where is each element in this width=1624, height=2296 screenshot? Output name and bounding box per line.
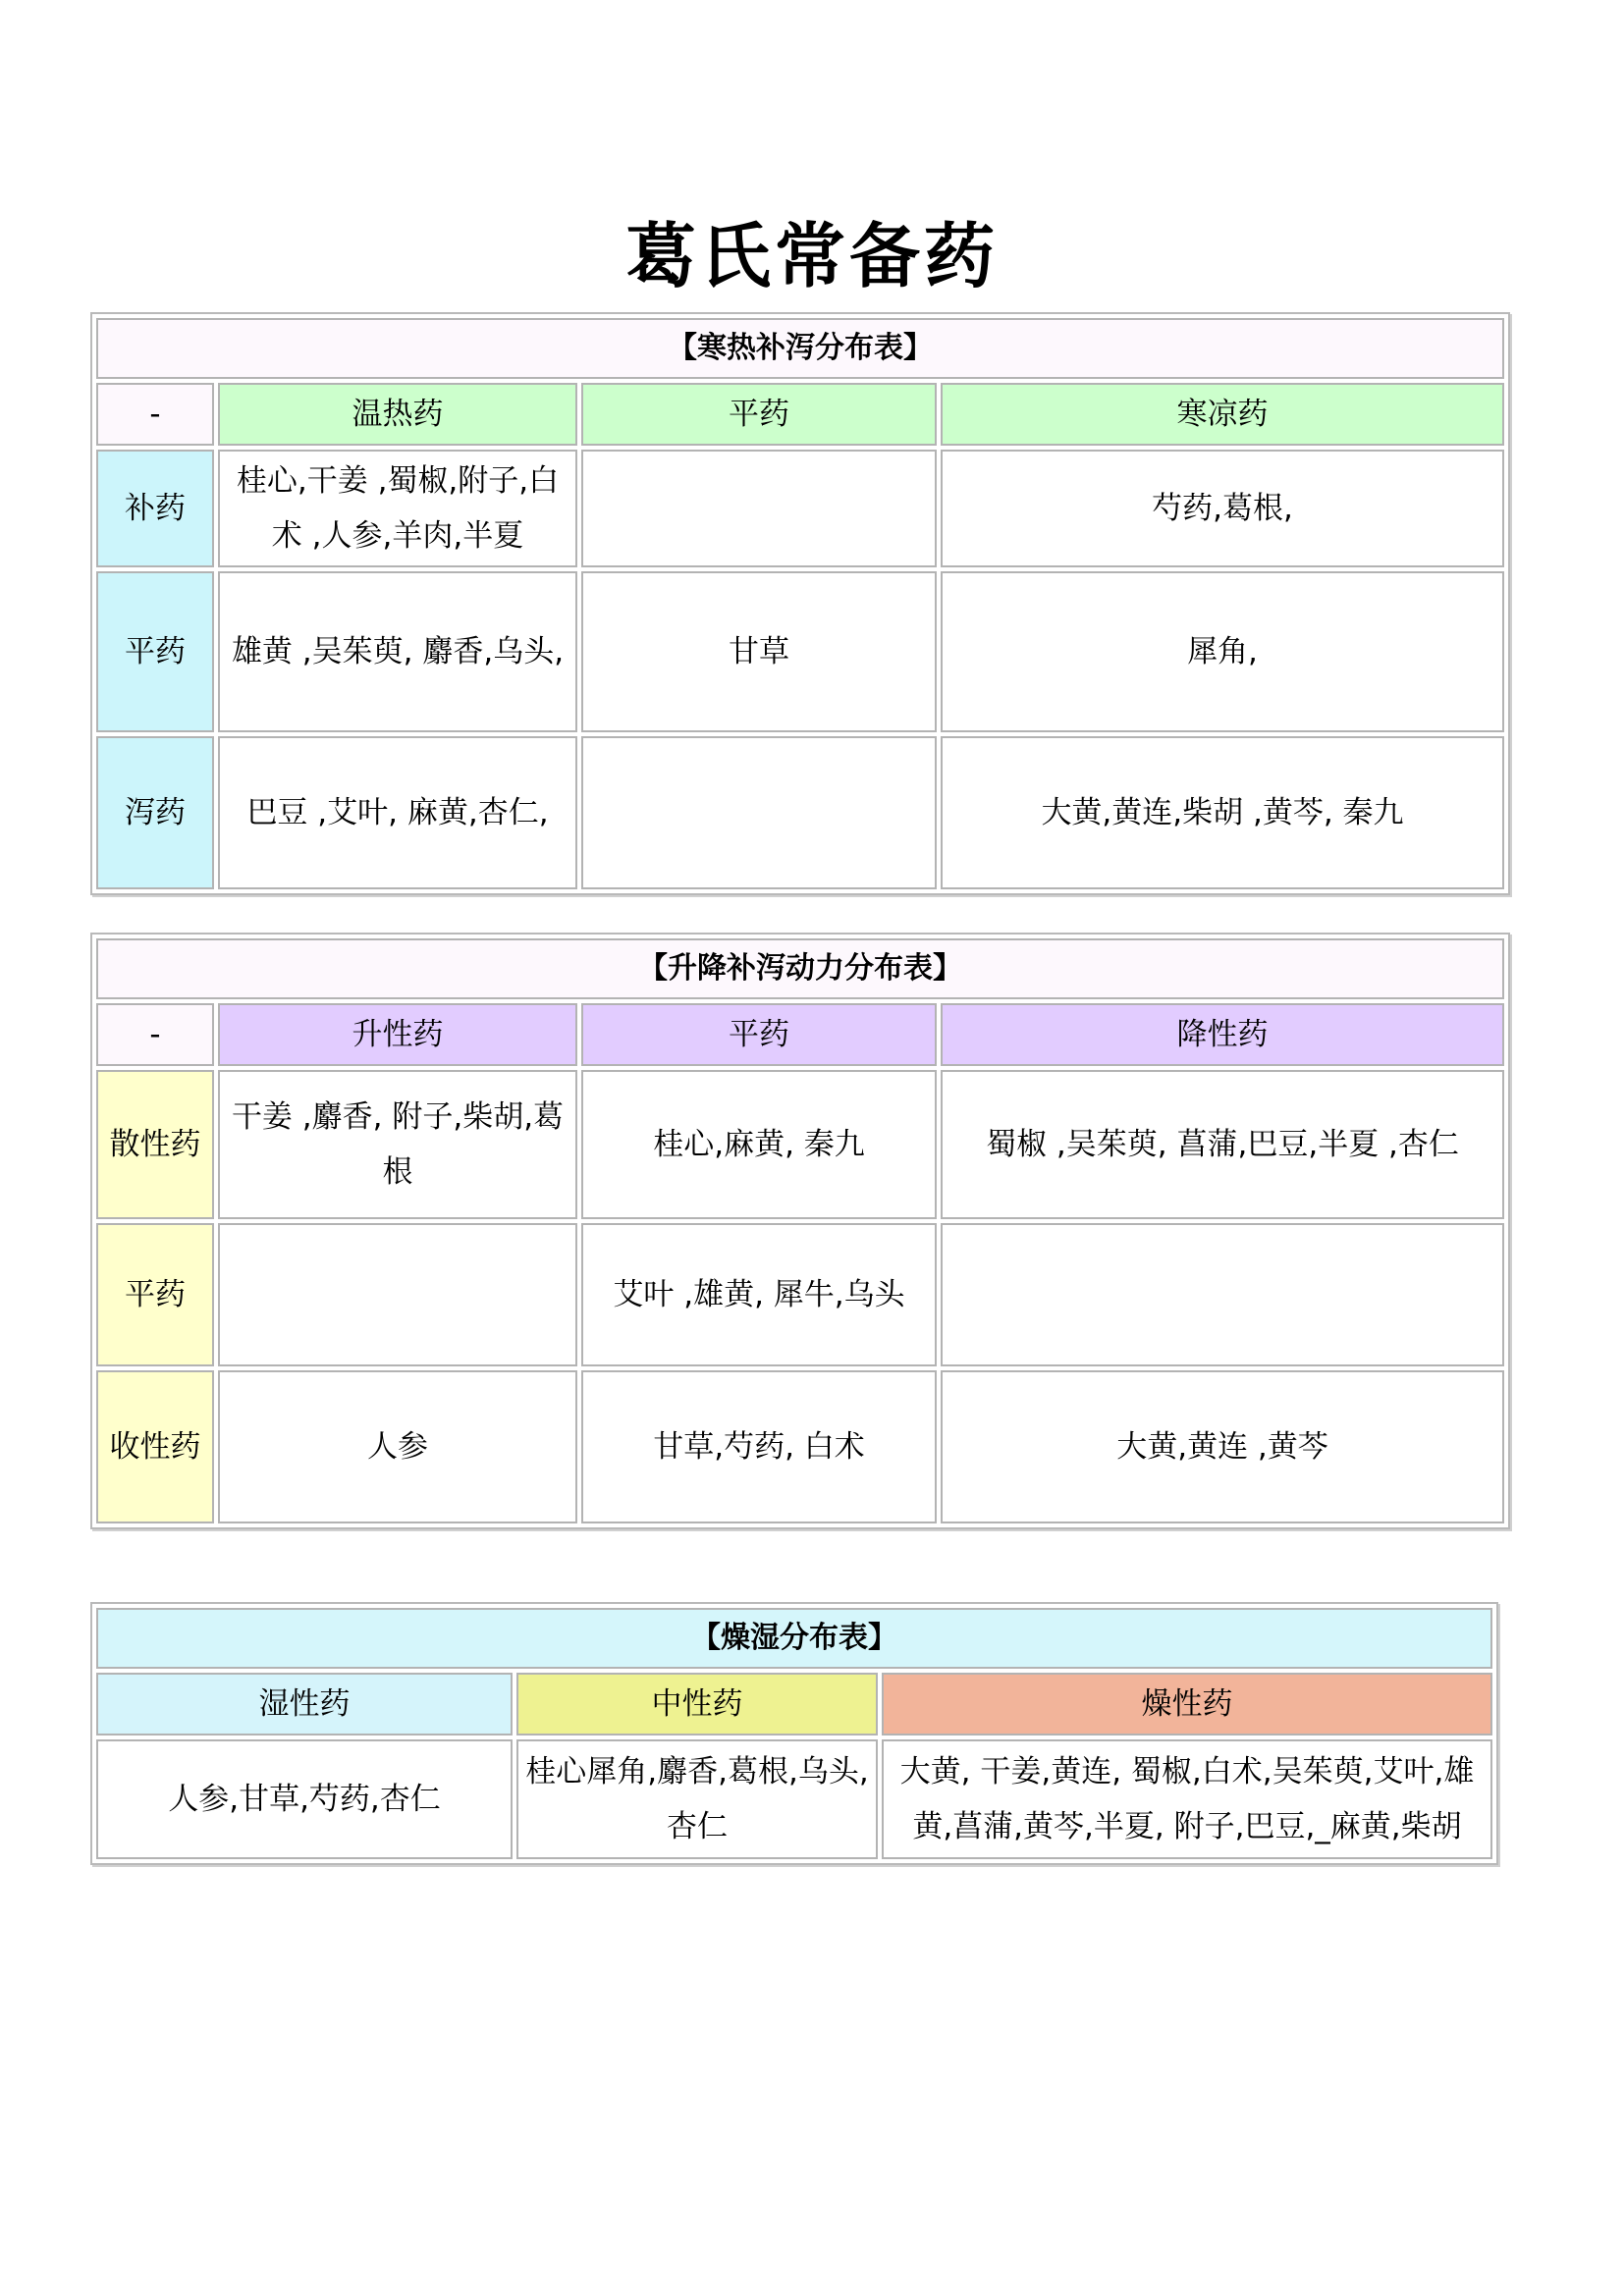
row-header-astringent: 收性药 bbox=[96, 1370, 214, 1523]
table-cell: 桂心,麻黄, 秦九 bbox=[581, 1070, 937, 1219]
table-cell: 大黄, 干姜,黄连, 蜀椒,白术,吴茱萸,艾叶,雄黄,菖蒲,黄芩,半夏, 附子,巴豆,_麻黄,柴胡 bbox=[882, 1739, 1492, 1859]
column-header-cold: 寒凉药 bbox=[941, 383, 1504, 446]
column-header-neutral: 中性药 bbox=[516, 1673, 878, 1735]
table-cell: 桂心犀角,麝香,葛根,乌头,杏仁 bbox=[516, 1739, 878, 1859]
table-cell: 大黄,黄连,柴胡 ,黄芩, 秦九 bbox=[941, 736, 1504, 889]
table-cell: 蜀椒 ,吴茱萸, 菖蒲,巴豆,半夏 ,杏仁 bbox=[941, 1070, 1504, 1219]
table-cell: 犀角, bbox=[941, 571, 1504, 732]
cold-heat-table bbox=[90, 312, 1510, 895]
table-cell bbox=[941, 1223, 1504, 1366]
table-cell: 雄黄 ,吴茱萸, 麝香,乌头, bbox=[218, 571, 577, 732]
row-header-dispersing: 散性药 bbox=[96, 1070, 214, 1219]
table-cell: 芍药,葛根, bbox=[941, 450, 1504, 567]
column-header-warm: 温热药 bbox=[218, 383, 577, 446]
row-header-purge: 泻药 bbox=[96, 736, 214, 889]
page-title: 葛氏常备药 bbox=[624, 215, 999, 297]
column-header-neutral: 平药 bbox=[581, 383, 937, 446]
row-header-neutral: 平药 bbox=[96, 571, 214, 732]
table-cell: 人参 bbox=[218, 1370, 577, 1523]
table-cell bbox=[581, 450, 937, 567]
column-header-descending: 降性药 bbox=[941, 1003, 1504, 1066]
corner-cell: - bbox=[96, 383, 214, 446]
table-cell bbox=[218, 1223, 577, 1366]
column-header-neutral: 平药 bbox=[581, 1003, 937, 1066]
column-header-ascending: 升性药 bbox=[218, 1003, 577, 1066]
table-cell: 干姜 ,麝香, 附子,柴胡,葛根 bbox=[218, 1070, 577, 1219]
table-cell: 大黄,黄连 ,黄芩 bbox=[941, 1370, 1504, 1523]
table-cell: 巴豆 ,艾叶, 麻黄,杏仁, bbox=[218, 736, 577, 889]
column-header-damp: 湿性药 bbox=[96, 1673, 513, 1735]
table-cell: 艾叶 ,雄黄, 犀牛,乌头 bbox=[581, 1223, 937, 1366]
row-header-tonic: 补药 bbox=[96, 450, 214, 567]
table-caption: 【寒热补泻分布表】 bbox=[96, 318, 1504, 379]
table-caption: 【燥湿分布表】 bbox=[96, 1608, 1492, 1669]
table-cell: 甘草,芍药, 白术 bbox=[581, 1370, 937, 1523]
corner-cell: - bbox=[96, 1003, 214, 1066]
table-cell bbox=[581, 736, 937, 889]
table-cell: 桂心,干姜 ,蜀椒,附子,白术 ,人参,羊肉,半夏 bbox=[218, 450, 577, 567]
table-cell: 甘草 bbox=[581, 571, 937, 732]
row-header-neutral: 平药 bbox=[96, 1223, 214, 1366]
table-caption: 【升降补泻动力分布表】 bbox=[96, 938, 1504, 999]
ascend-descend-table bbox=[90, 933, 1510, 1529]
dry-damp-table bbox=[90, 1602, 1498, 1865]
table-cell: 人参,甘草,芍药,杏仁 bbox=[96, 1739, 513, 1859]
column-header-dry: 燥性药 bbox=[882, 1673, 1492, 1735]
